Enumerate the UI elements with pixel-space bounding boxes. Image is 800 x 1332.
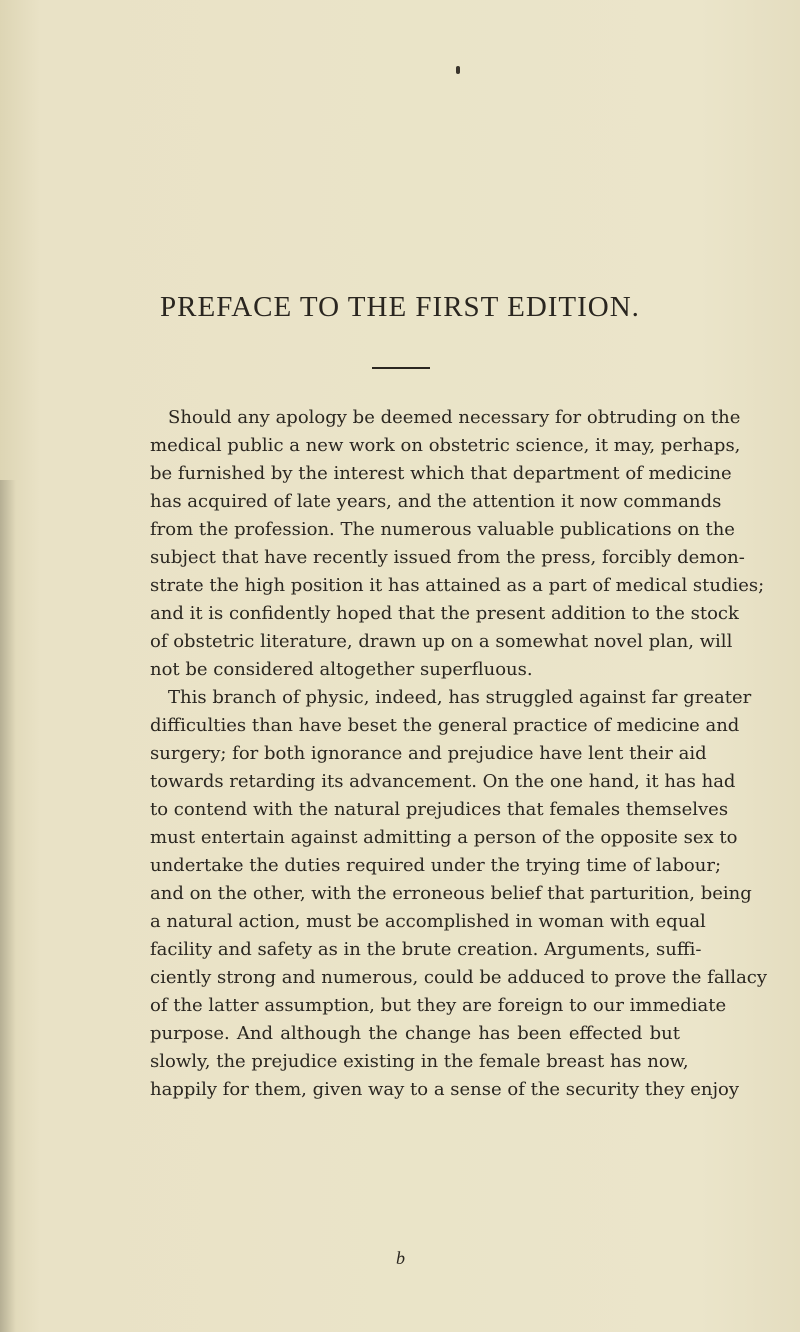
preface-body — [150, 404, 768, 1104]
text-line: This branch of physic, indeed, has struggled against far greater — [168, 687, 752, 708]
title-rule — [372, 367, 430, 369]
text-line: subject that have recently issued from the press, forcibly demon- — [150, 547, 745, 568]
text-line: slowly, the prejudice existing in the female breast has now, — [150, 1051, 689, 1072]
text-line: surgery; for both ignorance and prejudice have lent their aid — [150, 743, 707, 764]
text-line: of the latter assumption, but they are foreign to our immediate — [150, 995, 727, 1016]
page-spine-shadow — [0, 480, 16, 1332]
text-line: must entertain against admitting a person of the opposite sex to — [150, 827, 738, 848]
text-line: difficulties than have beset the general practice of medicine and — [150, 715, 740, 736]
text-line: facility and safety as in the brute creation. Arguments, suffi- — [150, 939, 702, 960]
text-line: medical public a new work on obstetric science, it may, perhaps, — [150, 435, 741, 456]
signature-mark: b — [396, 1248, 405, 1268]
text-line: to contend with the natural prejudices that females themselves — [150, 799, 729, 820]
page-title: PREFACE TO THE FIRST EDITION. — [160, 291, 640, 323]
text-line: and on the other, with the erroneous belief that parturition, being — [150, 883, 752, 904]
text-line: and it is confidently hoped that the present addition to the stock — [150, 603, 739, 624]
text-line: not be considered altogether superfluous. — [150, 659, 533, 680]
text-line: from the profession. The numerous valuable publications on the — [150, 519, 735, 540]
text-line: of obstetric literature, drawn up on a somewhat novel plan, will — [150, 631, 733, 652]
text-line: be furnished by the interest which that department of medicine — [150, 463, 732, 484]
text-line: happily for them, given way to a sense of the security they enjoy — [150, 1079, 740, 1100]
text-line: a natural action, must be accomplished in woman with equal — [150, 911, 706, 932]
text-line: towards retarding its advancement. On the one hand, it has had — [150, 771, 736, 792]
text-line: Should any apology be deemed necessary for obtruding on the — [168, 407, 741, 428]
ink-speck — [456, 66, 460, 74]
text-line: ciently strong and numerous, could be adduced to prove the fallacy — [150, 967, 768, 988]
text-line: purpose. And although the change has been effected but — [150, 1023, 680, 1044]
text-line: strate the high position it has attained as a part of medical studies; — [150, 575, 765, 596]
text-line: undertake the duties required under the trying time of labour; — [150, 855, 722, 876]
text-line: has acquired of late years, and the attention it now commands — [150, 491, 722, 512]
